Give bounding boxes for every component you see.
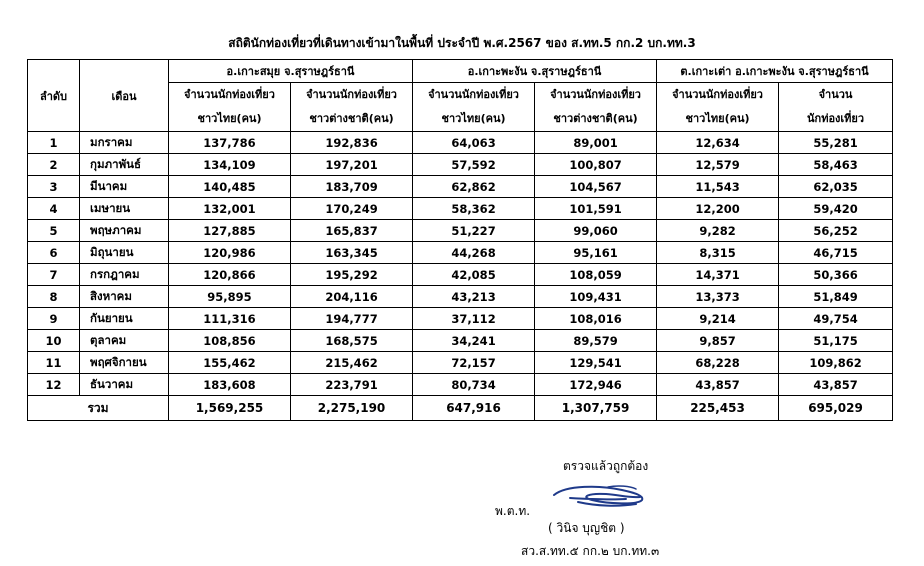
subheader-line: ชาวต่างชาติ(คน): [309, 112, 394, 125]
subheader-line: จำนวนนักท่องเที่ยว: [184, 88, 275, 101]
total-value: 1,569,255: [169, 396, 291, 421]
cell-value: 49,754: [779, 308, 893, 330]
cell-value: 89,579: [535, 330, 657, 352]
cell-value: 192,836: [291, 132, 413, 154]
signature: [548, 481, 658, 511]
cell-seq: 4: [28, 198, 80, 220]
total-label: รวม: [28, 396, 169, 421]
total-value: 2,275,190: [291, 396, 413, 421]
cell-value: 120,866: [169, 264, 291, 286]
cell-month: กันยายน: [80, 308, 169, 330]
subheader-koh-tao-thai: [657, 83, 779, 132]
cell-value: 132,001: [169, 198, 291, 220]
cell-seq: 11: [28, 352, 80, 374]
cell-seq: 1: [28, 132, 80, 154]
cell-value: 12,200: [657, 198, 779, 220]
table-row: [28, 352, 893, 374]
cell-month: พฤศจิกายน: [80, 352, 169, 374]
cell-seq: 3: [28, 176, 80, 198]
cell-value: 101,591: [535, 198, 657, 220]
cell-value: 51,227: [413, 220, 535, 242]
cell-value: 12,579: [657, 154, 779, 176]
cell-month: กรกฎาคม: [80, 264, 169, 286]
cell-value: 223,791: [291, 374, 413, 396]
table-row: [28, 308, 893, 330]
cell-value: 64,063: [413, 132, 535, 154]
cell-month: มีนาคม: [80, 176, 169, 198]
cell-month: ธันวาคม: [80, 374, 169, 396]
cell-value: 165,837: [291, 220, 413, 242]
cell-value: 172,946: [535, 374, 657, 396]
subheader-samui-thai: [169, 83, 291, 132]
cell-seq: 2: [28, 154, 80, 176]
header-group-koh-tao: ต.เกาะเต่า อ.เกาะพะงัน จ.สุราษฎร์ธานี: [657, 60, 893, 83]
cell-value: 163,345: [291, 242, 413, 264]
cell-value: 100,807: [535, 154, 657, 176]
subheader-line: จำนวนนักท่องเที่ยว: [306, 88, 397, 101]
cell-value: 57,592: [413, 154, 535, 176]
header-month: เดือน: [80, 60, 169, 132]
cell-month: กุมภาพันธ์: [80, 154, 169, 176]
cell-month: พฤษภาคม: [80, 220, 169, 242]
cell-value: 108,856: [169, 330, 291, 352]
subheader-line: นักท่องเที่ยว: [807, 112, 865, 125]
table-row: [28, 374, 893, 396]
total-value: 647,916: [413, 396, 535, 421]
cell-month: ตุลาคม: [80, 330, 169, 352]
cell-month: มิถุนายน: [80, 242, 169, 264]
table-row: [28, 154, 893, 176]
cell-seq: 12: [28, 374, 80, 396]
cell-value: 50,366: [779, 264, 893, 286]
cell-value: 13,373: [657, 286, 779, 308]
header-seq: ลำดับ: [28, 60, 80, 132]
header-group-phangan: อ.เกาะพะงัน จ.สุราษฎร์ธานี: [413, 60, 657, 83]
tourist-statistics-table: [27, 59, 893, 421]
cell-value: 51,175: [779, 330, 893, 352]
table-row: [28, 286, 893, 308]
cell-value: 14,371: [657, 264, 779, 286]
cell-value: 58,463: [779, 154, 893, 176]
cell-seq: 6: [28, 242, 80, 264]
cell-value: 120,986: [169, 242, 291, 264]
cell-value: 129,541: [535, 352, 657, 374]
cell-month: สิงหาคม: [80, 286, 169, 308]
cell-value: 44,268: [413, 242, 535, 264]
cell-value: 204,116: [291, 286, 413, 308]
table-row: [28, 264, 893, 286]
table-row: [28, 198, 893, 220]
total-value: 695,029: [779, 396, 893, 421]
cell-value: 37,112: [413, 308, 535, 330]
document-title: สถิตินักท่องเที่ยวที่เดินทางเข้ามาในพื้นที่ ประจำปี พ.ศ.2567 ของ ส.ทท.5 กก.2 บก.ทท.3: [228, 36, 696, 50]
cell-seq: 8: [28, 286, 80, 308]
cell-value: 109,862: [779, 352, 893, 374]
cell-value: 137,786: [169, 132, 291, 154]
cell-value: 55,281: [779, 132, 893, 154]
cell-value: 155,462: [169, 352, 291, 374]
subheader-line: ชาวไทย(คน): [197, 112, 262, 125]
cell-value: 42,085: [413, 264, 535, 286]
signer-position: สว.ส.ทท.๕ กก.๒ บก.ทท.๓: [521, 544, 660, 558]
cell-value: 9,282: [657, 220, 779, 242]
total-value: 1,307,759: [535, 396, 657, 421]
subheader-line: จำนวนนักท่องเที่ยว: [428, 88, 519, 101]
cell-value: 68,228: [657, 352, 779, 374]
signer-name: ( วินิจ บุญชิต ): [548, 521, 625, 535]
cell-value: 9,214: [657, 308, 779, 330]
cell-value: 183,608: [169, 374, 291, 396]
table-row: [28, 132, 893, 154]
subheader-phangan-thai: [413, 83, 535, 132]
cell-seq: 7: [28, 264, 80, 286]
cell-value: 99,060: [535, 220, 657, 242]
signer-rank: พ.ต.ท.: [495, 504, 531, 518]
cell-value: 56,252: [779, 220, 893, 242]
cell-value: 34,241: [413, 330, 535, 352]
cell-value: 109,431: [535, 286, 657, 308]
cell-value: 108,059: [535, 264, 657, 286]
cell-value: 59,420: [779, 198, 893, 220]
subheader-koh-tao-tourists: [779, 83, 893, 132]
table-row: [28, 242, 893, 264]
total-value: 225,453: [657, 396, 779, 421]
cell-value: 134,109: [169, 154, 291, 176]
cell-seq: 9: [28, 308, 80, 330]
cell-value: 127,885: [169, 220, 291, 242]
cell-value: 95,895: [169, 286, 291, 308]
cell-month: มกราคม: [80, 132, 169, 154]
cell-value: 195,292: [291, 264, 413, 286]
cell-value: 168,575: [291, 330, 413, 352]
cell-value: 108,016: [535, 308, 657, 330]
cell-value: 215,462: [291, 352, 413, 374]
cell-value: 62,862: [413, 176, 535, 198]
subheader-line: ชาวไทย(คน): [441, 112, 506, 125]
subheader-line: ชาวไทย(คน): [685, 112, 750, 125]
cell-value: 9,857: [657, 330, 779, 352]
cell-value: 43,857: [657, 374, 779, 396]
subheader-line: จำนวนนักท่องเที่ยว: [550, 88, 641, 101]
cell-value: 104,567: [535, 176, 657, 198]
cell-value: 46,715: [779, 242, 893, 264]
cell-value: 89,001: [535, 132, 657, 154]
cell-value: 80,734: [413, 374, 535, 396]
cell-value: 62,035: [779, 176, 893, 198]
header-row-groups: [28, 60, 893, 83]
cell-value: 111,316: [169, 308, 291, 330]
cell-value: 12,634: [657, 132, 779, 154]
cell-value: 170,249: [291, 198, 413, 220]
cell-month: เมษายน: [80, 198, 169, 220]
cell-value: 43,213: [413, 286, 535, 308]
cell-value: 58,362: [413, 198, 535, 220]
table-row: [28, 330, 893, 352]
cell-value: 95,161: [535, 242, 657, 264]
subheader-samui-foreign: [291, 83, 413, 132]
subheader-line: ชาวต่างชาติ(คน): [553, 112, 638, 125]
cell-value: 43,857: [779, 374, 893, 396]
cell-value: 197,201: [291, 154, 413, 176]
subheader-line: จำนวนนักท่องเที่ยว: [672, 88, 763, 101]
total-row: [28, 396, 893, 421]
cell-value: 8,315: [657, 242, 779, 264]
verification-note: ตรวจแล้วถูกต้อง: [563, 459, 649, 473]
cell-value: 194,777: [291, 308, 413, 330]
cell-value: 140,485: [169, 176, 291, 198]
subheader-line: จำนวน: [818, 88, 853, 101]
cell-seq: 5: [28, 220, 80, 242]
table-row: [28, 176, 893, 198]
cell-value: 51,849: [779, 286, 893, 308]
header-group-samui: อ.เกาะสมุย จ.สุราษฎร์ธานี: [169, 60, 413, 83]
cell-value: 11,543: [657, 176, 779, 198]
subheader-phangan-foreign: [535, 83, 657, 132]
table-row: [28, 220, 893, 242]
cell-value: 72,157: [413, 352, 535, 374]
cell-value: 183,709: [291, 176, 413, 198]
cell-seq: 10: [28, 330, 80, 352]
